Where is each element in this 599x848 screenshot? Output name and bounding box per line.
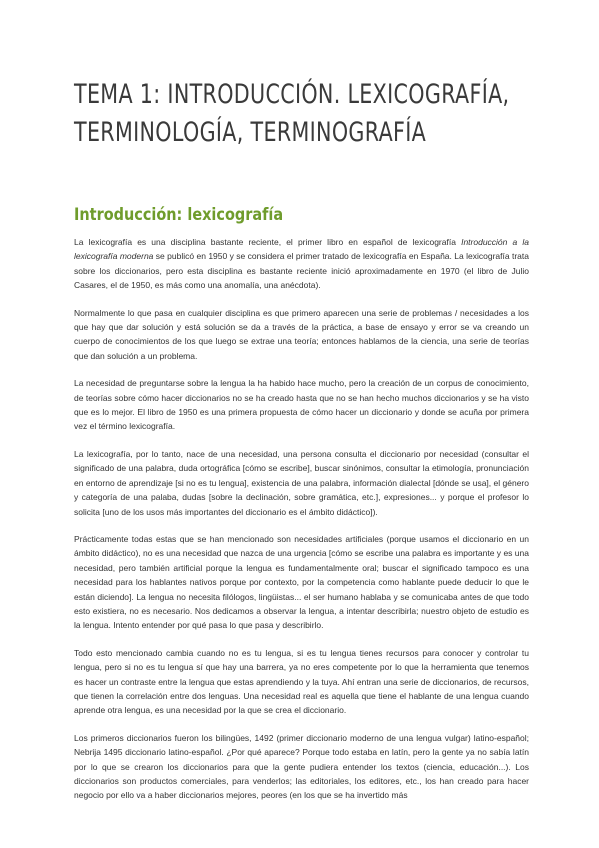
title-line-2: TERMINOLOGÍA, TERMINOGRAFÍA: [74, 117, 427, 148]
paragraph-5: Prácticamente todas estas que se han mencionado son necesidades artificiales (porque usamos el diccionario en un ámbito didáctico), no es una necesidad que nazca de una urgencia [cómo se escribe una palabra es importante y es una necesidad, pero también artificial porque la lengua es fundamentalmente oral; buscar el significado tampoco es una necesidad para los hablantes nativos porque por contexto, por la competencia como hablante puede deducir lo que le están diciendo]. La lengua no necesita filólogos, lingüistas... el ser humano hablaba y se comunicaba antes de que todo esto existiera, no es necesario. Nos dedicamos a observar la lengua, a intentar describirla; nuestro objeto de estudio es la lengua. Intento entender por qué pasa lo que pasa y describirlo.: [74, 533, 529, 631]
book-title-italic: Introducción a la lexicografía moderna: [74, 237, 529, 262]
paragraph-1-text-b: se publicó en 1950 y se considera el primer tratado de lexicografía en España. La lexicografía trata sobre los diccionarios, pero esta disciplina es bastante reciente inició aproximadamente en 1970 (el libro de Julio Casares, el de 1950, es más como una anomalía, una anécdota).: [74, 251, 529, 291]
paragraph-3: La necesidad de preguntarse sobre la lengua la ha habido hace mucho, pero la creación de un corpus de conocimiento, de teorías sobre cómo hacer diccionarios no se ha creado hasta que no se han hecho muchos diccionarios y se ha visto que es lo mejor. El libro de 1950 es una primera propuesta de cómo hacer un diccionario y donde se acuña por primera vez el término lexicografía.: [74, 378, 529, 432]
paragraph-1-text-a: La lexicografía es una disciplina bastante reciente, el primer libro en español de lexicografía: [74, 237, 462, 247]
page-title: [74, 76, 510, 152]
paragraph-1: [74, 235, 529, 293]
paragraph-4: La lexicografía, por lo tanto, nace de una necesidad, una persona consulta el diccionario por necesidad (consultar el significado de una palabra, duda ortográfica [cómo se escribe], buscar sinónimos, consultar la etimología, pronunciación en entorno de aprendizaje [si no es tu lengua], existencia de una palabra, información dialectal [dónde se usa], el género y categoría de una palaba, dudas [sobre la declinación, sobre gramática, etc.], expresiones... y porque el profesor lo solicita [uno de los usos más importantes del diccionario es el ámbito didáctico]).: [74, 448, 529, 517]
paragraph-6: Todo esto mencionado cambia cuando no es tu lengua, si es tu lengua tienes recursos para conocer y controlar tu lengua, pero si no es tu lengua sí que hay una barrera, ya no eres competente por lo que la herramienta que tenemos es hacer un contraste entre la lengua que estas aprendiendo y la tuya. Ahí entran una serie de diccionarios, de recursos, que tienen la correlación entre dos lenguas. Una necesidad real es aquella que tiene el hablante de una lengua cuando aprende otra lengua, es una necesidad por la que se crea el diccionario.: [74, 647, 529, 716]
title-line-1: TEMA 1: INTRODUCCIÓN. LEXICOGRAFÍA,: [74, 79, 510, 110]
paragraph-7: Los primeros diccionarios fueron los bilingües, 1492 (primer diccionario moderno de una lengua vulgar) latino-español; Nebrija 1495 diccionario latino-español. ¿Por qué aparece? Porque todo estaba en latín, pero la gente ya no sabía latín por lo que se crearon los diccionarios para que la gente pudiera entender los textos (ciencia, educación...). Los diccionarios son productos comerciales, para venderlos; las editoriales, los editores, etc., los han creado para hacer negocio por ello va a haber diccionarios mejores, peores (en los que se ha invertido más: [74, 732, 529, 801]
section-heading: Introducción: lexicografía: [74, 205, 284, 225]
document-body: [74, 235, 529, 816]
paragraph-2: Normalmente lo que pasa en cualquier disciplina es que primero aparecen una serie de problemas / necesidades a los que hay que dar solución y está solución se da a través de la práctica, a base de ensayo y error se va creando un cuerpo de conocimientos de los que luego se extrae una teoría; entonces hablamos de la ciencia, una serie de teorías que dan solución a un problema.: [74, 307, 529, 361]
